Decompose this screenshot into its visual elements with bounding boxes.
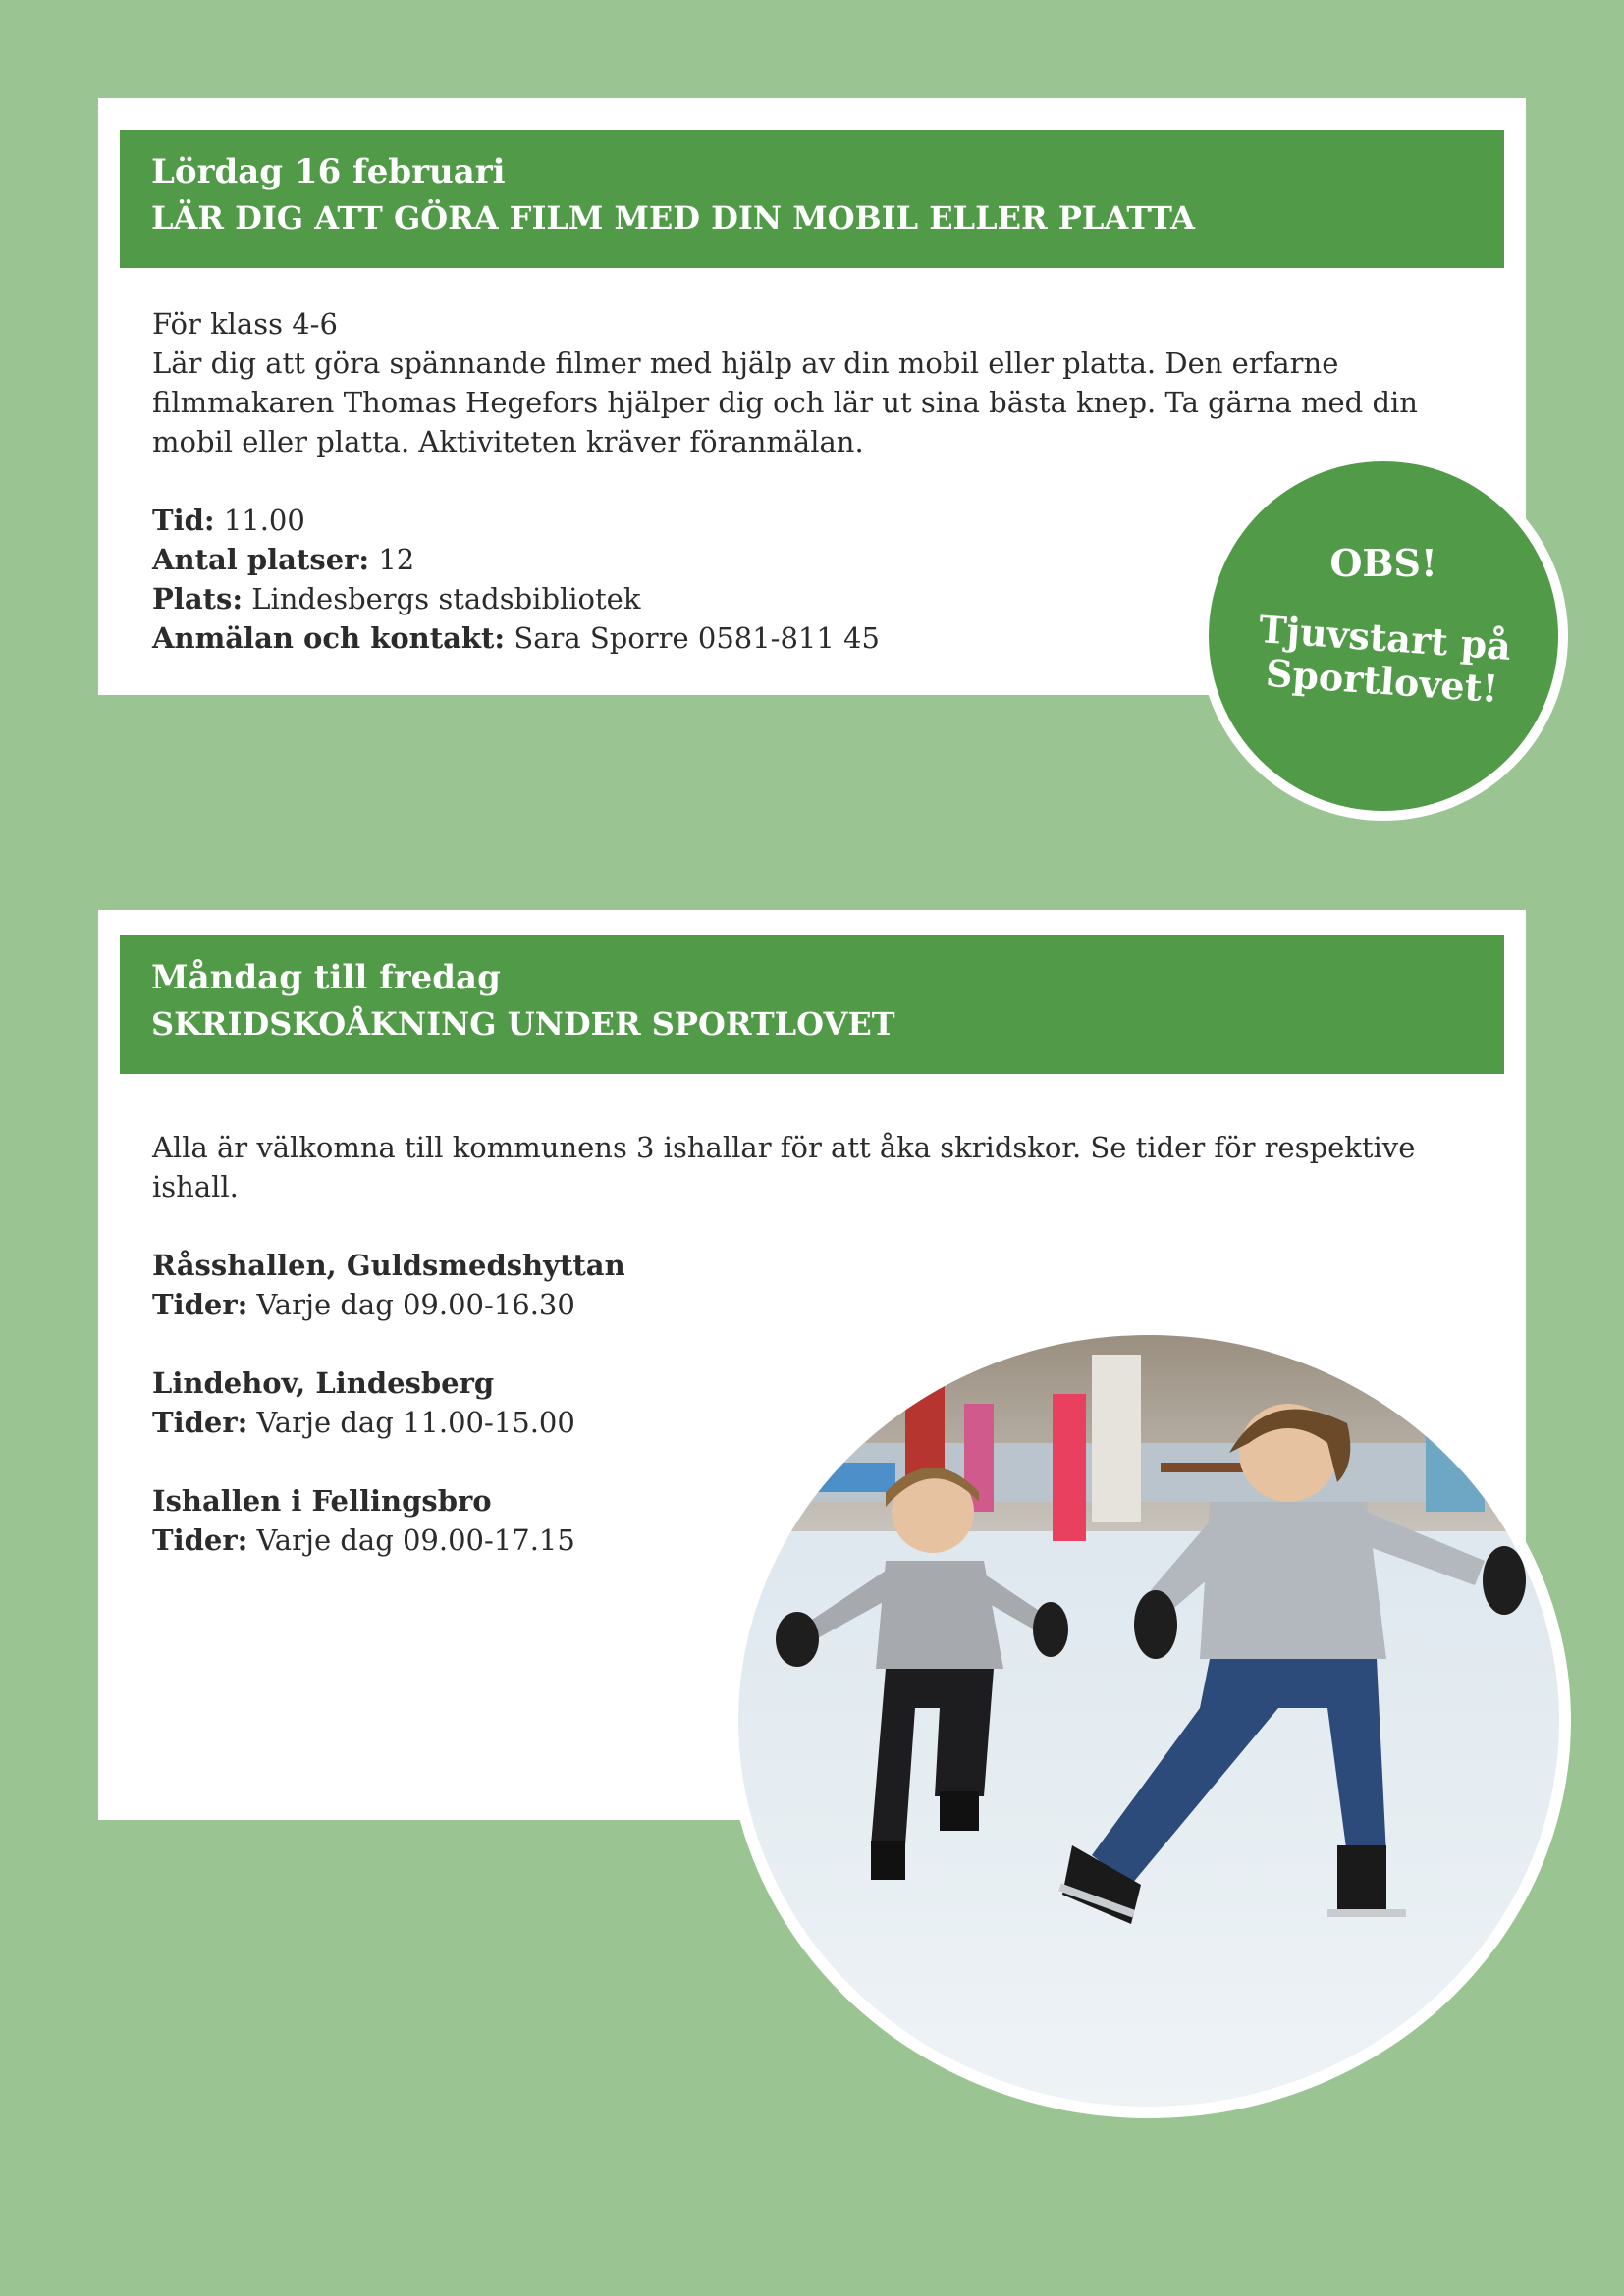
hall-times: Tider: Varje dag 11.00-15.00 [152,1406,575,1439]
event-title: SKRIDSKOÅKNING UNDER SPORTLOVET [151,1005,895,1042]
detail-place: Plats: Lindesbergs stadsbibliotek [152,582,641,615]
event-banner [120,130,1504,268]
event-banner [120,935,1504,1074]
detail-contact: Anmälan och kontakt: Sara Sporre 0581-811 45 [152,621,880,655]
event-date: Lördag 16 februari [151,152,506,191]
obs-text-line2: Sportlovet! [1264,650,1500,712]
skating-photo [727,1323,1571,2118]
hall-times: Tider: Varje dag 09.00-16.30 [152,1288,575,1321]
event-intro: Alla är välkomna till kommunens 3 ishallar för att åka skridskor. Se tider för respektive ishall. [152,1131,1416,1203]
obs-badge [1199,452,1568,821]
skating-illustration [738,1335,1559,2107]
detail-time: Tid: 11.00 [152,504,305,537]
hall-name: Råsshallen, Guldsmedshyttan [152,1249,625,1282]
event-description: Lär dig att göra spännande filmer med hjälp av din mobil eller platta. Den erfarne filmmakaren Thomas Hegefors hjälper dig och lär ut sina bästa knep. Ta gärna med din mobil eller platta. Aktiviteten kräver föranmälan. [152,347,1418,458]
obs-label: OBS! [1329,541,1437,585]
event-audience: För klass 4-6 [152,307,338,341]
hall-name: Lindehov, Lindesberg [152,1366,495,1400]
event-date: Måndag till fredag [151,958,501,997]
hall-times: Tider: Varje dag 09.00-17.15 [152,1523,575,1557]
hall-name: Ishallen i Fellingsbro [152,1484,492,1518]
detail-seats: Antal platser: 12 [152,543,415,576]
event-title: LÄR DIG ATT GÖRA FILM MED DIN MOBIL ELLER PLATTA [151,199,1195,237]
obs-text-line1: Tjuvstart på [1257,607,1513,668]
